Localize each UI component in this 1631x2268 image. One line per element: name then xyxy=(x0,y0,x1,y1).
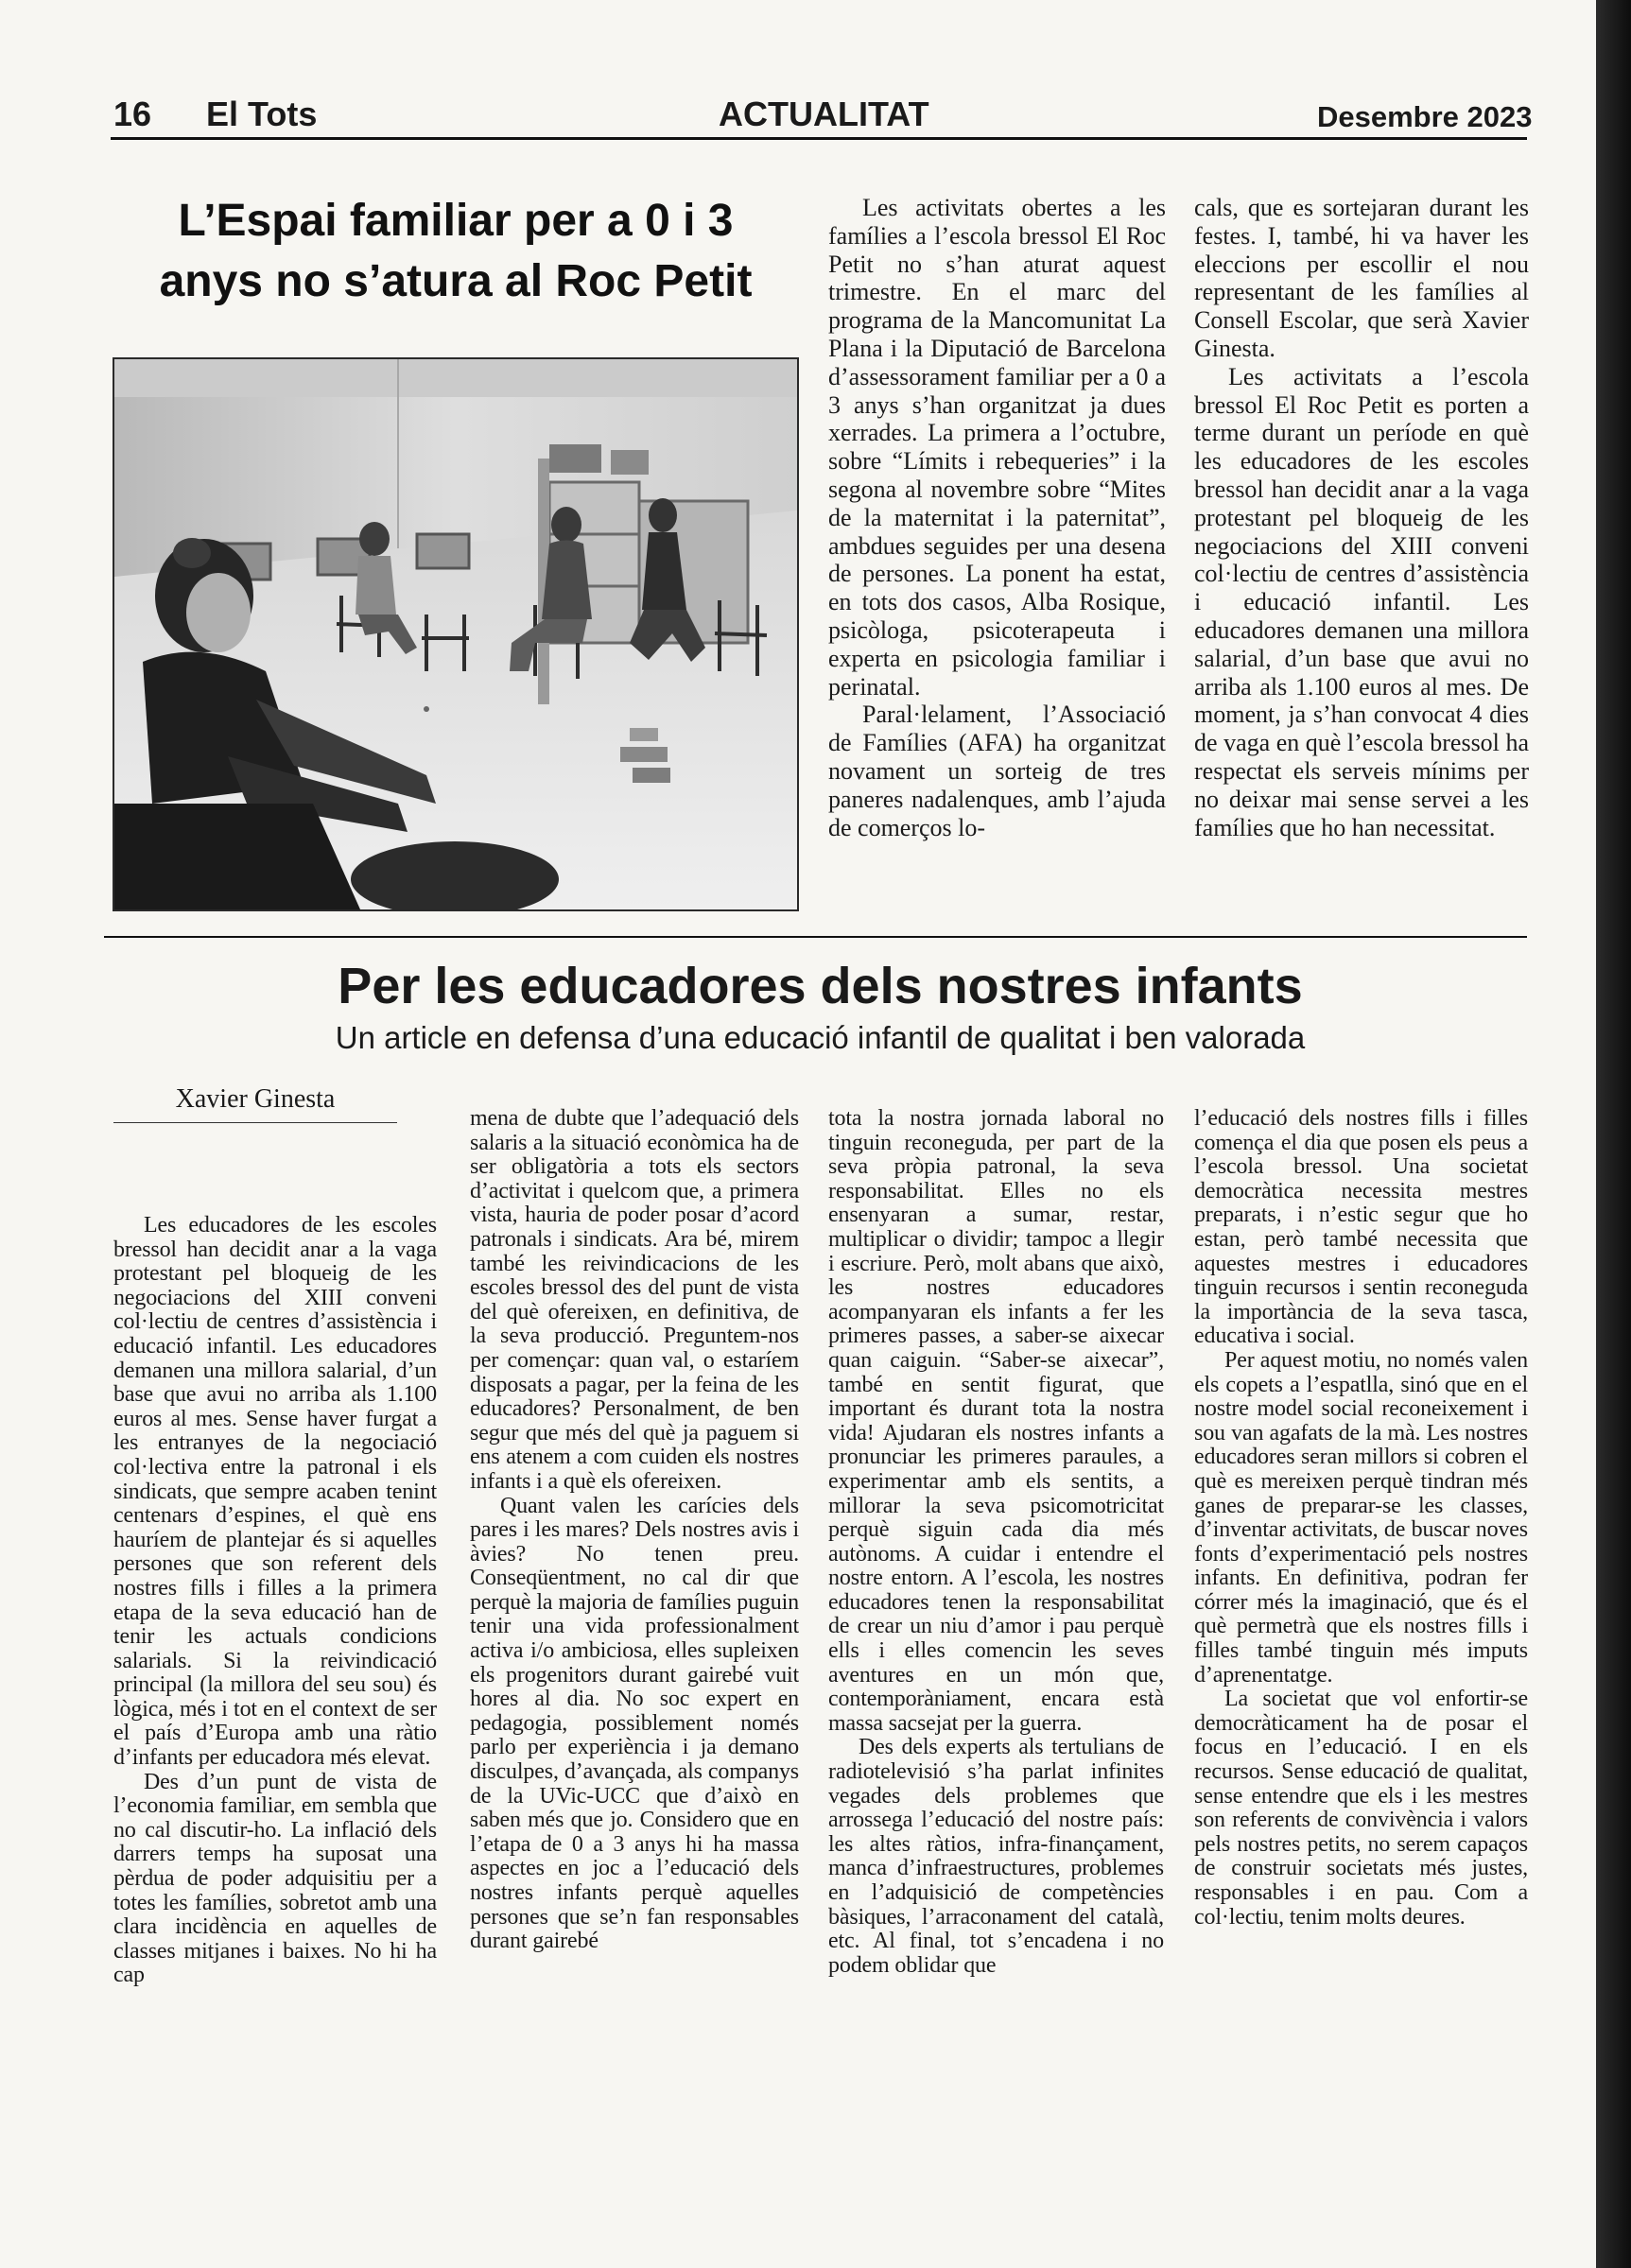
page-number: 16 xyxy=(113,95,152,133)
article2-paragraph: mena de dubte que l’adequació dels salaris a la situació econòmica ha de ser obligatòria a tots els sectors d’activitat i quelcom que, a primera vista, hauria de poder posar d’acord patronals i sindicats. Ara bé, mirem també les reivindicacions de les escoles bressol des del punt de vista del què ofereixen, en definitiva, de la seva producció. Preguntem-nos per començar: quan val, o estaríem disposats a pagar, per la feina de les educadores? Personalment, de ben segur que més del què ja paguem si ens atenem a com cuiden els nostres infants i a què els ofereixen. xyxy=(470,1107,799,1494)
issue-date: Desembre 2023 xyxy=(1317,100,1533,133)
classroom-photo-illustration xyxy=(114,359,797,909)
article1-title xyxy=(113,191,798,312)
publication-name: El Tots xyxy=(206,95,318,133)
article1-title-line1: L’Espai familiar per a 0 i 3 xyxy=(178,196,734,246)
article2-paragraph: La societat que vol enfortir-se democràticament ha de posar el focus en l’educació. I en els recursos. Sense educació de qualitat, sense entendre que els i les mestres son referents de convivència i valors pels nostres petits, no serem capaços de construir societats més justes, responsables i en pau. Com a col·lectiu, tenim molts deures. xyxy=(1194,1687,1528,1930)
article2-column-4 xyxy=(1194,1107,1528,2166)
article1-paragraph: Les activitats a l’escola bressol El Roc Petit es porten a terme durant un període en què les educadores de les escoles bressol han decidit anar a la vaga protestant pel bloqueig de les negociacions del XIII conveni col·lectiu de centres d’assistència i educació infantil. Les educadores demanen una millora salarial, d’un base que avui no arriba als 1.100 euros al mes. De moment, ja s’han convocat 4 dies de vaga en què l’escola bressol ha respectat els serveis mínims per no deixar mai sense servei a les famílies que ho han necessitat. xyxy=(1194,362,1529,841)
article2-paragraph: Les educadores de les escoles bressol han decidit anar a la vaga protestant pel bloqueig de les negociacions del XIII conveni col·lectiu de centres d’assistència i educació infantil. Les educadores demanen una millora salarial, d’un base que avui no arriba als 1.100 euros al mes. Sense haver furgat a les entranyes de la negociació col·lectiva entre la patronal i els sindicats, que sempre acaben tenint centenars d’espines, el què ens hauríem de plantejar és si aquelles persones que son referent dels nostres fills i filles a la primera etapa de la seva educació han de tenir les actuals condicions salarials. Si la reivindicació principal (la millora del seu sou) és lògica, més i tot en el context de ser el país d’Europa amb una ràtio d’infants per educadora més elevat. xyxy=(113,1214,437,1771)
article2-subtitle: Un article en defensa d’una educació infantil de qualitat i ben valorada xyxy=(335,1020,1306,1055)
byline-rule xyxy=(113,1122,397,1123)
article2-paragraph: tota la nostra jornada laboral no tinguin reconeguda, per part de la seva pròpia patronal, la seva responsabilitat. Elles no els ensenyaran a sumar, restar, multiplicar o dividir; tampoc a llegir i escriure. Però, molt abans que això, les nostres educadores acompanyaran els infants a fer les primeres passes, a saber-se aixecar quan caiguin. “Saber-se aixecar”, també en sentit figurat, que important és durant tota la nostra vida! Ajudaran els nostres infants a pronunciar les primeres paraules, a experimentar amb els sentits, a millorar la seva psicomotricitat perquè siguin cada dia més autònoms. A cuidar i entendre el nostre entorn. A l’escola, les nostres educadores tenen la responsabilitat de crear un niu d’amor i pau perquè ells i elles comencin les seves aventures en un món que, contemporàniament, encara està massa sacsejat per la guerra. xyxy=(828,1107,1164,1736)
article2-column-2 xyxy=(470,1107,799,2166)
article2-paragraph: Per aquest motiu, no només valen els copets a l’espatlla, sinó que en el nostre model social reconeixement i sou van agafats de la mà. Les nostres educadores seran millors si cobren el què es mereixen perquè tindran més ganes de preparar-se les classes, d’inventar activitats, de buscar noves fonts d’experimentació pels nostres infants. En definitiva, podran fer córrer més la imaginació, que és el què permetrà que els nostres fills i filles també tinguin més imputs d’aprenentatge. xyxy=(1194,1347,1528,1688)
article1-column-1 xyxy=(828,194,1166,924)
article1-column-2 xyxy=(1194,194,1529,924)
article2-paragraph: l’educació dels nostres fills i filles comença el dia que posen els peus a l’escola bressol. Una societat democràtica necessita mestres preparats, i n’estic segur que ho estan, però també necessita que aquestes mestres i educadores tinguin recursos i sentin reconeguda la importància de la seva tasca, educativa i social. xyxy=(1194,1107,1528,1349)
article1-paragraph: Les activitats obertes a les famílies a l’escola bressol El Roc Petit no s’han aturat aquest trimestre. En el marc del programa de la Mancomunitat La Plana i la Diputació de Barcelona d’assessorament familiar per a 0 a 3 anys s’han organitzat ja dues xerrades. La primera a l’octubre, sobre “Límits i rebequeries” i la segona al novembre sobre “Mites de la maternitat i la paternitat”, ambdues seguides per una desena de persones. La ponent ha estat, en tots dos casos, Alba Rosique, psicòloga, psicoterapeuta i experta en psicologia familiar i perinatal. xyxy=(828,194,1166,701)
header-rule xyxy=(111,137,1527,140)
article2-paragraph: Des d’un punt de vista de l’economia familiar, em sembla que no cal discutir-ho. La inflació dels darrers temps ha suposat una pèrdua de poder adquisitiu per a totes les famílies, sobretot amb una clara incidència en aquelles de classes mitjanes i baixes. No hi ha cap xyxy=(113,1769,437,1988)
article1-paragraph: Paral·lelament, l’Associació de Famílies (AFA) ha organitzat novament un sorteig de tres paneres nadalenques, amb l’ajuda de comerços lo- xyxy=(828,701,1166,841)
article2-paragraph: Quant valen les carícies dels pares i les mares? Dels nostres avis i àvies? No tenen preu. Conseqüentment, no cal dir que perquè la majoria de famílies puguin tenir una vida professionalment activa i/o ambiciosa, elles supleixen els progenitors durant gairebé vuit hores al dia. No soc expert en pedagogia, possiblement només parlo per experiència i ja demano disculpes, d’avançada, als companys de la UVic-UCC que d’això en saben més que jo. Considero que en l’etapa de 0 a 3 anys hi ha massa aspectes en joc a l’educació dels nostres infants perquè aquelles persones que se’n fan responsables durant gairebé xyxy=(470,1493,799,1954)
article1-title-line2: anys no s’atura al Roc Petit xyxy=(159,256,753,306)
article-separator-rule xyxy=(104,936,1527,938)
article2-byline: Xavier Ginesta xyxy=(175,1084,336,1114)
article1-paragraph: cals, que es sortejaran durant les festes. I, també, hi va haver les eleccions per escollir el nou representant de les famílies al Consell Escolar, que serà Xavier Ginesta. xyxy=(1194,194,1529,362)
classroom-photo xyxy=(113,357,799,911)
article2-column-1 xyxy=(113,1214,437,2169)
article2-title: Per les educadores dels nostres infants xyxy=(338,958,1303,1014)
scanner-border xyxy=(1596,0,1631,2268)
article2-paragraph: Des dels experts als tertulians de radiotelevisió s’ha parlat infinites vegades dels problemes que arrossega l’educació del nostre país: les altes ràtios, infra-finançament, manca d’infraestructures, problemes en l’adquisició de competències bàsiques, l’arraconament del català, etc. Al final, tot s’encadena i no podem oblidar que xyxy=(828,1735,1164,1978)
section-name: ACTUALITAT xyxy=(719,95,929,133)
article2-column-3 xyxy=(828,1107,1164,2166)
